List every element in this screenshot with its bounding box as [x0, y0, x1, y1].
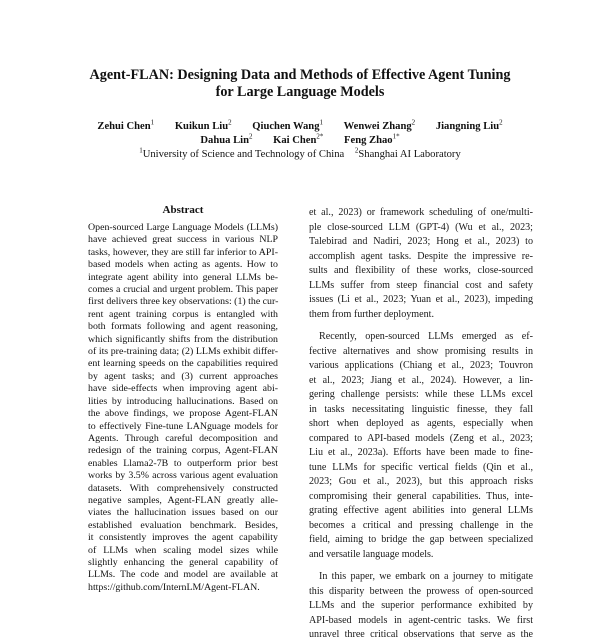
title-line-1: Agent-FLAN: Designing Data and Methods of Effective Agent Tuning	[89, 67, 511, 83]
text-line: by agent tasks; and (3) current approaches	[88, 370, 278, 382]
text-line: have achieved great success in various NLP	[88, 234, 278, 246]
paper-title	[40, 67, 560, 101]
text-line: the above findings, we propose Agent-FLAN	[88, 408, 278, 420]
text-line: Open-sourced Large Language Models (LLMs)	[88, 222, 278, 233]
author: Feng Zhao$^{1*}$	[344, 132, 400, 146]
author: Qiuchen Wang$^1$	[252, 118, 323, 132]
text-line: Recently, open-sourced LLMs emerged as ef-	[319, 331, 533, 342]
text-line: rent agent training corpus is entangled with	[88, 308, 278, 320]
text-line: et al., 2023) or framework scheduling of one/multi-	[309, 207, 533, 218]
text-line: accomplish agent tasks. Despite the impressive re-	[309, 250, 533, 262]
text-line: grating effective agent abilities into general LLMs	[309, 505, 533, 516]
body-paragraph-3	[309, 570, 533, 643]
author: Kai Chen$^{2*}$	[273, 132, 324, 146]
text-line: compared to API-based models (Zeng et al., 2023;	[309, 432, 533, 444]
text-line: integrate agent ability into general LLMs be-	[88, 271, 278, 283]
text-line: short when deployed as agents, especially when	[309, 418, 533, 429]
abstract-heading: Abstract	[162, 204, 204, 216]
text-line: of LLMs when scaling model sizes while	[88, 544, 278, 556]
text-line: https://github.com/InternLM/Agent-FLAN.	[88, 581, 260, 593]
title-line-2: for Large Language Models	[215, 84, 385, 100]
text-line: becomes a critical and pressing challenge in the	[309, 519, 533, 531]
affiliation: $^1$University of Science and Technology of China	[139, 146, 345, 160]
text-line: tasks, however, they are still far inferior to API-	[88, 246, 278, 258]
text-line: issues (Li et al., 2023; Yuan et al., 2023), impeding	[309, 294, 533, 305]
text-line: 2023; Gou et al., 2023), but this approach risks	[309, 476, 533, 487]
authors-row-1	[20, 120, 580, 134]
text-line: LLMs and the superior performance exhibited by	[309, 600, 533, 611]
text-line: lities by introducing hallucinations. Based on	[88, 395, 278, 407]
text-line: compromising their general capabilities. Thus, inte-	[309, 490, 533, 502]
text-line: gering challenge persists: while these LLMs excel	[309, 389, 533, 400]
body-paragraph-1	[309, 206, 533, 322]
text-line: of its pre-training data; (2) LLMs exhibit differ-	[88, 346, 278, 358]
body-paragraph-2	[309, 330, 533, 562]
text-line: comes a crucial and urgent problem. This paper	[88, 284, 278, 296]
text-line: in tasks necessitating linguistic finesse, they fall	[309, 403, 533, 415]
authors-row-2	[20, 134, 580, 148]
text-line: Liu et al., 2023a). Efforts have been made to fine-	[309, 447, 533, 458]
affiliation: $^2$Shanghai AI Laboratory	[354, 146, 461, 160]
text-line: Talebirad and Nadiri, 2023; Hong et al., 2023) to	[309, 236, 533, 247]
text-line: have side-effects when improving agent abi-	[88, 383, 278, 395]
text-line: redesign of the training corpus, Agent-FLAN	[88, 445, 278, 457]
text-line: first delivers three key observations: (1) the cur-	[88, 296, 279, 308]
text-line: works by 3.5% across various agent evaluation	[88, 470, 278, 482]
author-block	[20, 120, 580, 162]
affiliations-row	[20, 148, 580, 162]
text-line: this disparity between the prowess of open-sourced	[309, 585, 533, 597]
text-line: viates the hallucination issues based on our	[88, 507, 278, 519]
text-line: slightly enhancing the general capability of	[88, 556, 278, 568]
text-line: LLMs. The code and model are available at	[88, 569, 278, 581]
text-line: LLMs suffer from steep financial cost and safety	[309, 279, 533, 291]
text-line: to effectively Fine-tune LANguage models for	[88, 420, 278, 432]
author: Wenwei Zhang$^2$	[343, 118, 416, 132]
author: Zehui Chen$^1$	[97, 118, 155, 132]
text-line: In this paper, we embark on a journey to mitigate	[319, 571, 533, 582]
abstract-body	[88, 222, 278, 594]
text-line: enables Llama2-7B to outperform prior best	[88, 457, 278, 469]
text-line: both formats following and agent reasoning,	[88, 321, 278, 333]
text-line: Agents. Through careful decomposition and	[88, 432, 278, 444]
text-line: established evaluation benchmark. Besides,	[88, 519, 278, 531]
author: Kuikun Liu$^2$	[174, 118, 232, 132]
author: Dahua Lin$^2$	[200, 132, 253, 146]
body-column	[309, 206, 533, 643]
text-line: ple close-sourced LLM (GPT-4) (Wu et al., 2023;	[309, 221, 533, 233]
text-line: ent learning speeds on the capabilities required	[88, 358, 278, 370]
author: Jiangning Liu$^2$	[435, 118, 503, 132]
text-line: et al., 2023; Jiang et al., 2024). However, a lin-	[309, 374, 533, 386]
text-line: API-based models in agent-centric tasks. We first	[309, 614, 533, 626]
text-line: various applications (Chiang et al., 2023; Touvron	[309, 360, 533, 371]
text-line: it consistently improves the agent capability	[88, 532, 278, 544]
text-line: unravel three critical observations that serve as the	[309, 629, 533, 640]
text-line: based models when acting as agents. How to	[88, 259, 278, 271]
text-line: negative samples, Agent-FLAN greatly alle-	[88, 494, 278, 506]
text-line: fective alternatives and show promising results in	[309, 345, 533, 357]
text-line: sults and flexibility of these works, close-sourced	[309, 265, 533, 276]
text-line: field, aiming to bridge the gap between specialized	[309, 534, 533, 545]
text-line: which significantly shifts from the distribution	[88, 333, 278, 345]
text-line: and versatile language models.	[309, 548, 434, 560]
text-line: tune LLMs for specific vertical fields (Qin et al.,	[309, 461, 533, 473]
text-line: them from further deployment.	[309, 308, 435, 320]
text-line: datasets. With comprehensively constructed	[88, 482, 278, 494]
